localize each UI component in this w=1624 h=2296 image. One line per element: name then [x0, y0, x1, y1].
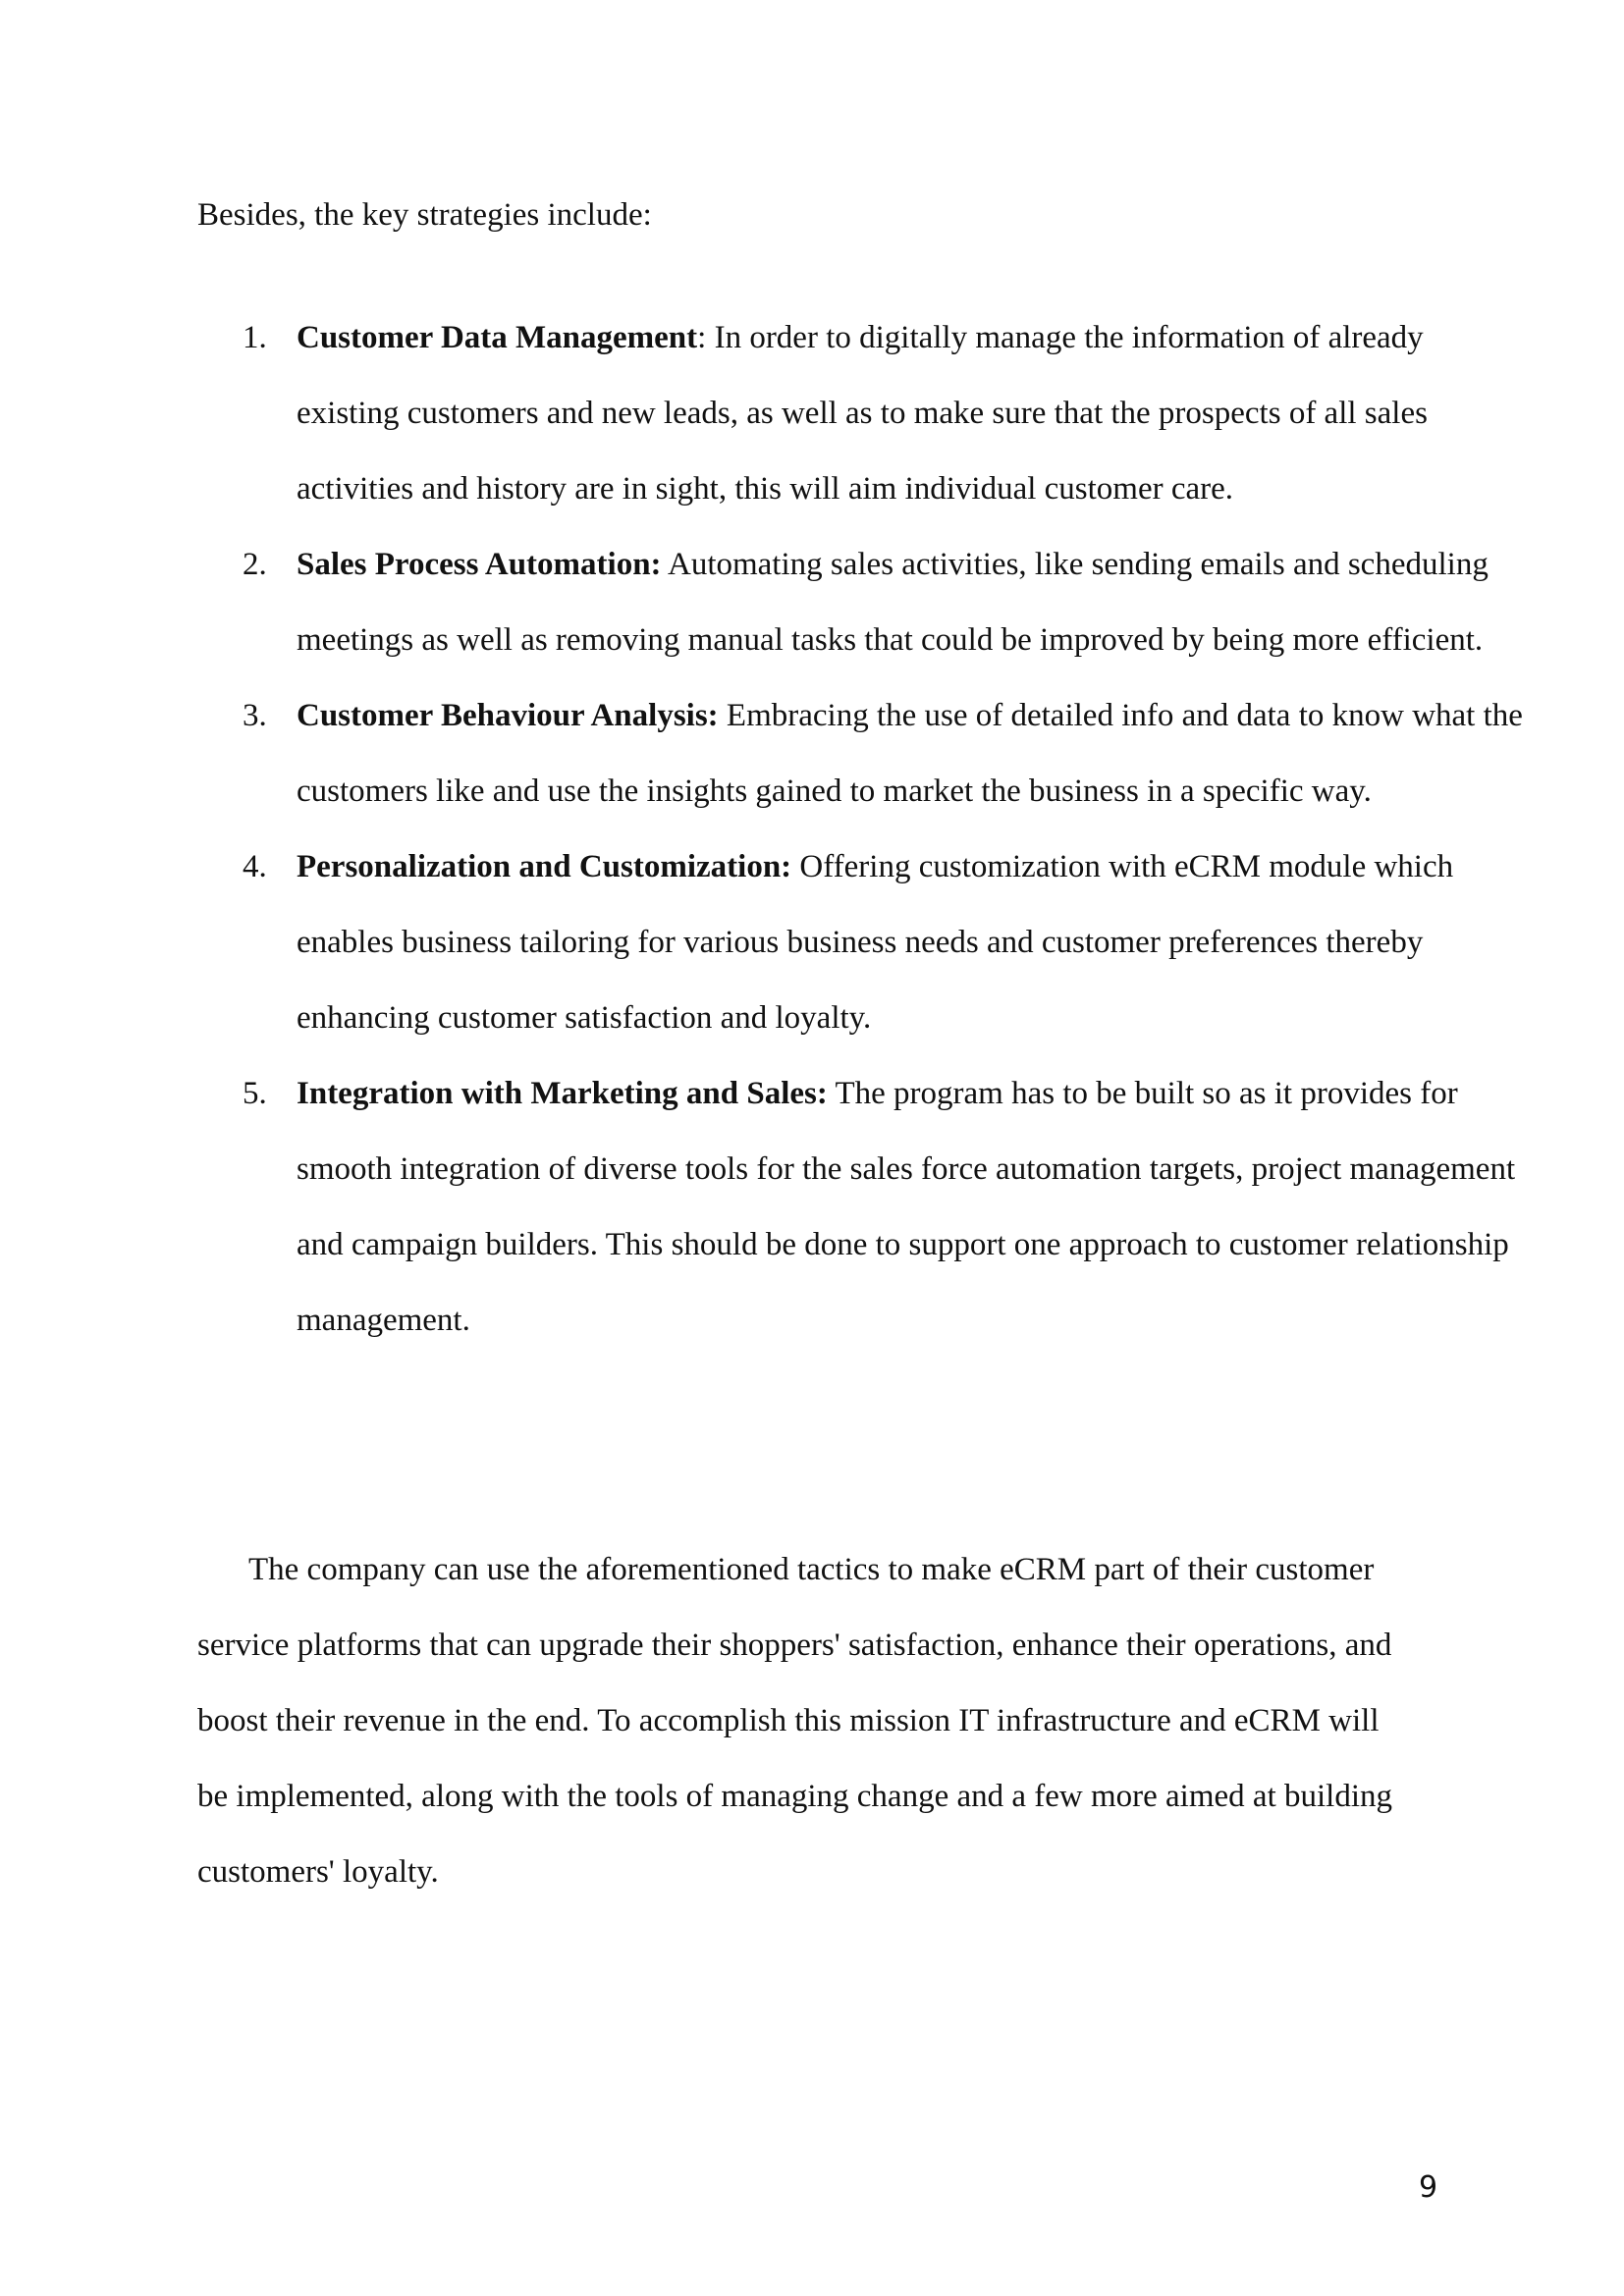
strategy-title: Sales Process Automation:: [297, 547, 662, 582]
strategy-item: [197, 829, 1524, 1056]
closing-line: boost their revenue in the end. To accomplish this mission IT infrastructure and eCRM will: [197, 1703, 1380, 1738]
strategy-item: [197, 1056, 1524, 1359]
closing-line: be implemented, along with the tools of managing change and a few more aimed at building: [197, 1779, 1392, 1814]
title-separator: [828, 1076, 836, 1111]
strategy-number: 4.: [243, 849, 267, 884]
intro-paragraph: Besides, the key strategies include:: [197, 197, 652, 233]
strategy-body: Automating sales activities, like sending emails and scheduling meetings as well as removing manual tasks that could be improved by being more efficient.: [297, 547, 1489, 658]
strategy-number: 3.: [243, 698, 267, 733]
strategy-body: Embracing the use of detailed info and data to know what the customers like and use the insights gained to market the business in a specific way.: [297, 698, 1523, 809]
title-separator: :: [697, 320, 715, 355]
strategy-number: 2.: [243, 547, 267, 582]
strategy-title: Customer Data Management: [297, 320, 698, 355]
strategy-item: [197, 300, 1524, 527]
strategy-title: Integration with Marketing and Sales:: [297, 1076, 828, 1111]
closing-line: service platforms that can upgrade their shoppers' satisfaction, enhance their operations, and: [197, 1628, 1392, 1663]
closing-line: customers' loyalty.: [197, 1854, 439, 1890]
strategy-body: The program has to be built so as it provides for smooth integration of diverse tools for the sales force automation targets, project management and campaign builders. This should be done to support one approach to customer relationship management.: [297, 1076, 1516, 1338]
title-separator: [719, 698, 727, 733]
closing-paragraph: [197, 1532, 1435, 1910]
strategy-number: 1.: [243, 320, 267, 355]
strategy-title: Personalization and Customization:: [297, 849, 792, 884]
strategy-list: [197, 300, 1523, 1359]
closing-line: The company can use the aforementioned tactics to make eCRM part of their customer: [248, 1552, 1375, 1587]
page-number: 9: [1419, 2170, 1438, 2205]
strategy-number: 5.: [243, 1076, 267, 1111]
strategy-title: Customer Behaviour Analysis:: [297, 698, 719, 733]
strategy-body: Offering customization with eCRM module which enables business tailoring for various business needs and customer preferences thereby enhancing customer satisfaction and loyalty.: [297, 849, 1454, 1036]
strategy-item: [197, 527, 1524, 678]
strategy-body: In order to digitally manage the information of already existing customers and new leads, as well as to make sure that the prospects of all sales activities and history are in sight, this will aim individual customer care.: [297, 320, 1428, 507]
strategy-item: [197, 678, 1524, 829]
